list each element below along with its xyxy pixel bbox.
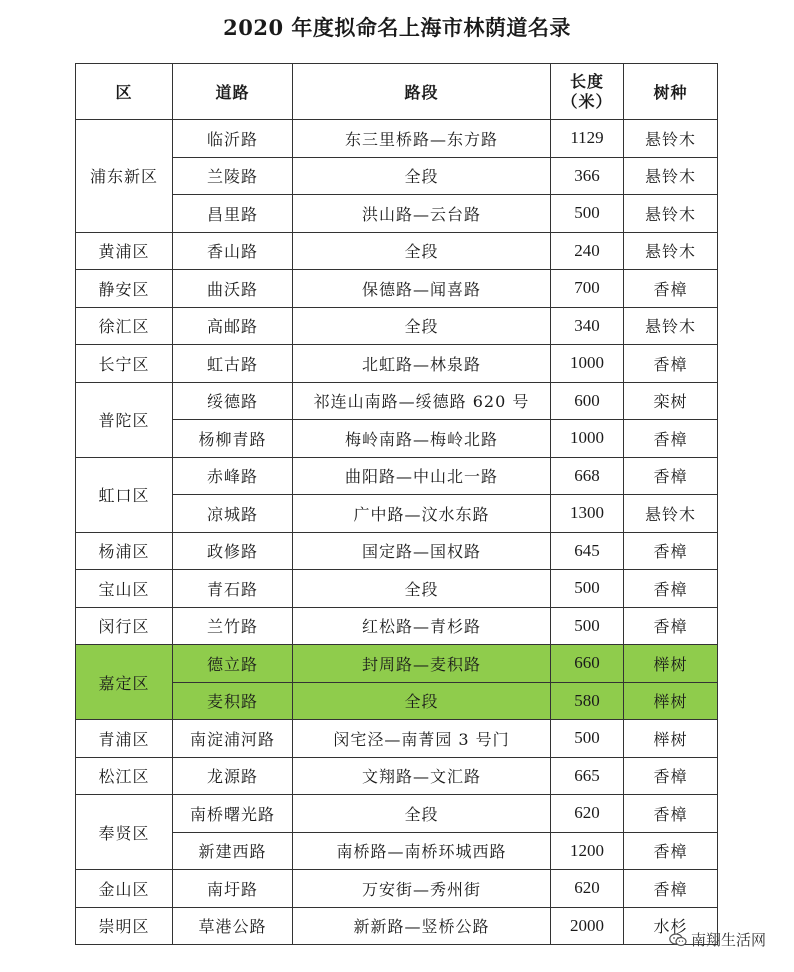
tree-cell: 悬铃木 <box>624 195 718 233</box>
district-cell: 嘉定区 <box>76 645 173 720</box>
segment-cell: 全段 <box>293 232 551 270</box>
segment-cell: 曲阳路—中山北一路 <box>293 457 551 495</box>
table-row <box>76 832 718 870</box>
length-cell: 580 <box>551 682 624 720</box>
length-cell: 620 <box>551 870 624 908</box>
tree-cell: 香樟 <box>624 607 718 645</box>
road-cell: 龙源路 <box>173 757 293 795</box>
table-row <box>76 570 718 608</box>
tree-cell: 香樟 <box>624 457 718 495</box>
header-road: 道路 <box>173 64 293 120</box>
segment-cell: 国定路—国权路 <box>293 532 551 570</box>
tree-cell: 香樟 <box>624 870 718 908</box>
road-cell: 兰竹路 <box>173 607 293 645</box>
table-row <box>76 720 718 758</box>
tree-cell: 悬铃木 <box>624 157 718 195</box>
table-row <box>76 607 718 645</box>
table-row <box>76 532 718 570</box>
road-cell: 兰陵路 <box>173 157 293 195</box>
header-length <box>551 64 624 120</box>
tree-cell: 悬铃木 <box>624 232 718 270</box>
district-cell: 青浦区 <box>76 720 173 758</box>
road-cell: 杨柳青路 <box>173 420 293 458</box>
road-cell: 临沂路 <box>173 120 293 158</box>
table-row <box>76 420 718 458</box>
header-segment: 路段 <box>293 64 551 120</box>
segment-cell: 保德路—闻喜路 <box>293 270 551 308</box>
road-cell: 曲沃路 <box>173 270 293 308</box>
district-cell: 宝山区 <box>76 570 173 608</box>
district-cell: 普陀区 <box>76 382 173 457</box>
road-cell: 麦积路 <box>173 682 293 720</box>
district-cell: 长宁区 <box>76 345 173 383</box>
tree-cell: 香樟 <box>624 270 718 308</box>
tree-cell: 榉树 <box>624 720 718 758</box>
segment-cell: 祁连山南路—绥德路 620 号 <box>293 382 551 420</box>
tree-cell: 榉树 <box>624 682 718 720</box>
road-cell: 香山路 <box>173 232 293 270</box>
table-row <box>76 307 718 345</box>
length-cell: 366 <box>551 157 624 195</box>
header-district: 区 <box>76 64 173 120</box>
table-row-highlighted <box>76 645 718 683</box>
table-row <box>76 795 718 833</box>
road-cell: 新建西路 <box>173 832 293 870</box>
district-cell: 徐汇区 <box>76 307 173 345</box>
segment-cell: 广中路—汶水东路 <box>293 495 551 533</box>
tree-cell: 水杉 <box>624 907 718 945</box>
length-cell: 700 <box>551 270 624 308</box>
segment-cell: 封周路—麦积路 <box>293 645 551 683</box>
length-cell: 500 <box>551 570 624 608</box>
road-cell: 政修路 <box>173 532 293 570</box>
table-row-highlighted <box>76 682 718 720</box>
road-cell: 高邮路 <box>173 307 293 345</box>
watermark <box>669 929 766 950</box>
district-cell: 金山区 <box>76 870 173 908</box>
table-row <box>76 757 718 795</box>
table-row <box>76 345 718 383</box>
length-cell: 620 <box>551 795 624 833</box>
tree-cell: 栾树 <box>624 382 718 420</box>
table-row <box>76 120 718 158</box>
district-cell: 浦东新区 <box>76 120 173 233</box>
road-cell: 南淀浦河路 <box>173 720 293 758</box>
road-cell: 草港公路 <box>173 907 293 945</box>
table-row <box>76 157 718 195</box>
length-cell: 1000 <box>551 420 624 458</box>
length-cell: 1200 <box>551 832 624 870</box>
road-cell: 南桥曙光路 <box>173 795 293 833</box>
table-row <box>76 232 718 270</box>
tree-cell: 香樟 <box>624 345 718 383</box>
segment-cell: 红松路—青杉路 <box>293 607 551 645</box>
district-cell: 闵行区 <box>76 607 173 645</box>
segment-cell: 南桥路—南桥环城西路 <box>293 832 551 870</box>
length-cell: 2000 <box>551 907 624 945</box>
segment-cell: 东三里桥路—东方路 <box>293 120 551 158</box>
tree-cell: 悬铃木 <box>624 495 718 533</box>
segment-cell: 洪山路—云台路 <box>293 195 551 233</box>
road-cell: 青石路 <box>173 570 293 608</box>
tree-cell: 香樟 <box>624 757 718 795</box>
header-row <box>76 64 718 120</box>
table-row <box>76 495 718 533</box>
district-cell: 奉贤区 <box>76 795 173 870</box>
segment-cell: 文翔路—文汇路 <box>293 757 551 795</box>
table-row <box>76 195 718 233</box>
length-cell: 500 <box>551 720 624 758</box>
header-length-line2: （米） <box>561 91 613 111</box>
watermark-text: 南翔生活网 <box>690 931 766 949</box>
table-row <box>76 457 718 495</box>
segment-cell: 全段 <box>293 682 551 720</box>
table-row <box>76 382 718 420</box>
tree-cell: 香樟 <box>624 795 718 833</box>
district-cell: 静安区 <box>76 270 173 308</box>
tree-cell: 香樟 <box>624 570 718 608</box>
district-cell: 杨浦区 <box>76 532 173 570</box>
segment-cell: 全段 <box>293 570 551 608</box>
length-cell: 660 <box>551 645 624 683</box>
segment-cell: 全段 <box>293 157 551 195</box>
segment-cell: 梅岭南路—梅岭北路 <box>293 420 551 458</box>
length-cell: 668 <box>551 457 624 495</box>
length-cell: 645 <box>551 532 624 570</box>
length-cell: 500 <box>551 195 624 233</box>
district-cell: 黄浦区 <box>76 232 173 270</box>
segment-cell: 全段 <box>293 307 551 345</box>
road-cell: 虹古路 <box>173 345 293 383</box>
road-cell: 赤峰路 <box>173 457 293 495</box>
length-cell: 240 <box>551 232 624 270</box>
length-cell: 600 <box>551 382 624 420</box>
avenue-table <box>75 63 718 945</box>
tree-cell: 榉树 <box>624 645 718 683</box>
wechat-icon <box>669 933 687 947</box>
length-cell: 1129 <box>551 120 624 158</box>
tree-cell: 悬铃木 <box>624 307 718 345</box>
length-cell: 1300 <box>551 495 624 533</box>
road-cell: 昌里路 <box>173 195 293 233</box>
table-row <box>76 270 718 308</box>
district-cell: 松江区 <box>76 757 173 795</box>
length-cell: 665 <box>551 757 624 795</box>
segment-cell: 北虹路—林泉路 <box>293 345 551 383</box>
page-title: 2020 年度拟命名上海市林荫道名录 <box>223 15 571 40</box>
district-cell: 虹口区 <box>76 457 173 532</box>
segment-cell: 新新路—竖桥公路 <box>293 907 551 945</box>
segment-cell: 万安街—秀州街 <box>293 870 551 908</box>
tree-cell: 香樟 <box>624 832 718 870</box>
road-cell: 德立路 <box>173 645 293 683</box>
tree-cell: 香樟 <box>624 420 718 458</box>
length-cell: 500 <box>551 607 624 645</box>
district-cell: 崇明区 <box>76 907 173 945</box>
length-cell: 1000 <box>551 345 624 383</box>
road-cell: 凉城路 <box>173 495 293 533</box>
road-cell: 绥德路 <box>173 382 293 420</box>
header-tree: 树种 <box>624 64 718 120</box>
segment-cell: 全段 <box>293 795 551 833</box>
length-cell: 340 <box>551 307 624 345</box>
header-length-line1: 长度 <box>569 71 604 91</box>
tree-cell: 香樟 <box>624 532 718 570</box>
table-row <box>76 907 718 945</box>
tree-cell: 悬铃木 <box>624 120 718 158</box>
road-cell: 南圩路 <box>173 870 293 908</box>
table-row <box>76 870 718 908</box>
segment-cell: 闵宅泾—南菁园 3 号门 <box>293 720 551 758</box>
